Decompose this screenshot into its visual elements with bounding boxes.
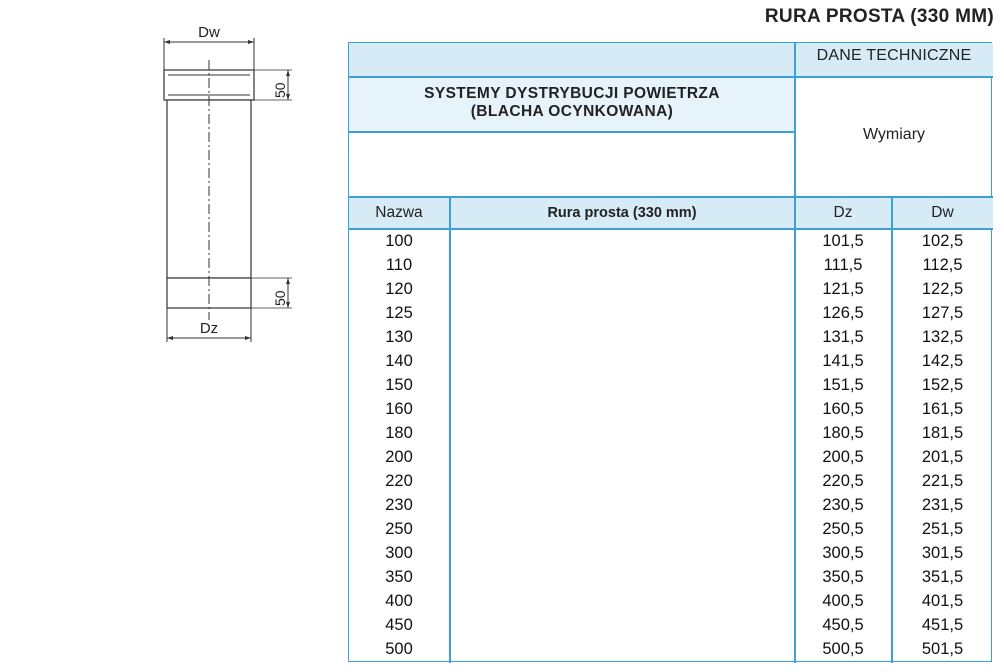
table-row bbox=[349, 445, 993, 469]
table-row bbox=[349, 469, 993, 493]
row-dz: 180,5 bbox=[822, 424, 864, 442]
column-header-dw: Dw bbox=[931, 204, 954, 221]
column-header-dz: Dz bbox=[833, 204, 853, 221]
row-name: 200 bbox=[385, 448, 413, 466]
section-title bbox=[349, 85, 795, 121]
row-name: 150 bbox=[385, 376, 413, 394]
row-dw: 127,5 bbox=[921, 304, 964, 322]
row-dw: 301,5 bbox=[921, 544, 964, 562]
row-name: 230 bbox=[385, 496, 413, 514]
table-row bbox=[349, 637, 993, 661]
dimensions-header: Wymiary bbox=[862, 126, 926, 143]
header-band bbox=[349, 43, 795, 77]
pipe-drawing bbox=[150, 20, 320, 350]
row-dw: 251,5 bbox=[921, 520, 964, 538]
table-row bbox=[349, 373, 993, 397]
row-dz: 350,5 bbox=[822, 568, 864, 586]
row-name: 125 bbox=[385, 304, 413, 322]
row-dz: 500,5 bbox=[822, 640, 864, 658]
row-dz: 141,5 bbox=[822, 352, 864, 370]
row-name: 130 bbox=[385, 328, 413, 346]
row-dz: 250,5 bbox=[822, 520, 864, 538]
row-dw: 231,5 bbox=[921, 496, 964, 514]
row-dz: 126,5 bbox=[822, 304, 864, 322]
row-dz: 131,5 bbox=[822, 328, 864, 346]
row-dz: 200,5 bbox=[822, 448, 864, 466]
table-row bbox=[349, 589, 993, 613]
divider bbox=[349, 76, 993, 78]
row-dz: 151,5 bbox=[822, 376, 864, 394]
row-dz: 400,5 bbox=[822, 592, 864, 610]
table-row bbox=[349, 517, 993, 541]
table-row bbox=[349, 277, 993, 301]
bottom-50-label: 50 bbox=[272, 290, 288, 306]
row-dw: 351,5 bbox=[921, 568, 964, 586]
row-dw: 132,5 bbox=[921, 328, 964, 346]
row-dw: 451,5 bbox=[921, 616, 964, 634]
divider bbox=[349, 131, 795, 133]
row-name: 500 bbox=[385, 640, 413, 658]
row-dz: 111,5 bbox=[823, 256, 863, 274]
technical-data-header: DANE TECHNICZNE bbox=[816, 47, 972, 64]
table-row bbox=[349, 325, 993, 349]
row-dz: 160,5 bbox=[822, 400, 864, 418]
divider bbox=[349, 196, 993, 198]
row-dw: 201,5 bbox=[921, 448, 964, 466]
table-row bbox=[349, 229, 993, 253]
row-name: 300 bbox=[385, 544, 413, 562]
column-header-name: Nazwa bbox=[375, 204, 423, 221]
top-50-label: 50 bbox=[272, 82, 288, 98]
spec-table bbox=[348, 42, 992, 662]
table-body bbox=[349, 229, 993, 661]
section-title-line2: (BLACHA OCYNKOWANA) bbox=[470, 103, 674, 120]
row-dw: 181,5 bbox=[921, 424, 964, 442]
row-name: 450 bbox=[385, 616, 413, 634]
section-title-line1: SYSTEMY DYSTRYBUCJI POWIETRZA bbox=[424, 85, 720, 102]
table-row bbox=[349, 493, 993, 517]
row-dw: 221,5 bbox=[921, 472, 964, 490]
row-dw: 161,5 bbox=[921, 400, 964, 418]
table-row bbox=[349, 541, 993, 565]
row-name: 160 bbox=[385, 400, 413, 418]
table-row bbox=[349, 301, 993, 325]
row-dz: 101,5 bbox=[822, 232, 864, 250]
table-row bbox=[349, 421, 993, 445]
row-dz: 230,5 bbox=[822, 496, 864, 514]
row-dw: 102,5 bbox=[921, 232, 964, 250]
table-row bbox=[349, 349, 993, 373]
table-row bbox=[349, 565, 993, 589]
row-name: 250 bbox=[385, 520, 413, 538]
column-header-product: Rura prosta (330 mm) bbox=[547, 205, 697, 221]
row-dw: 142,5 bbox=[921, 352, 964, 370]
row-name: 140 bbox=[385, 352, 413, 370]
dz-label: Dz bbox=[199, 320, 219, 337]
table-row bbox=[349, 253, 993, 277]
row-dz: 121,5 bbox=[822, 280, 864, 298]
row-dw: 122,5 bbox=[921, 280, 964, 298]
row-name: 350 bbox=[385, 568, 413, 586]
row-name: 110 bbox=[385, 256, 413, 274]
row-name: 100 bbox=[385, 232, 413, 250]
row-dw: 112,5 bbox=[922, 256, 963, 274]
page-title: RURA PROSTA (330 MM) bbox=[764, 6, 994, 27]
row-name: 220 bbox=[385, 472, 413, 490]
row-dw: 501,5 bbox=[921, 640, 964, 658]
table-row bbox=[349, 613, 993, 637]
row-dz: 450,5 bbox=[822, 616, 864, 634]
dw-label: Dw bbox=[198, 24, 220, 41]
row-dw: 152,5 bbox=[921, 376, 964, 394]
row-dz: 220,5 bbox=[822, 472, 864, 490]
row-dw: 401,5 bbox=[921, 592, 964, 610]
row-name: 180 bbox=[385, 424, 413, 442]
row-name: 120 bbox=[385, 280, 413, 298]
row-dz: 300,5 bbox=[822, 544, 864, 562]
row-name: 400 bbox=[385, 592, 413, 610]
table-row bbox=[349, 397, 993, 421]
